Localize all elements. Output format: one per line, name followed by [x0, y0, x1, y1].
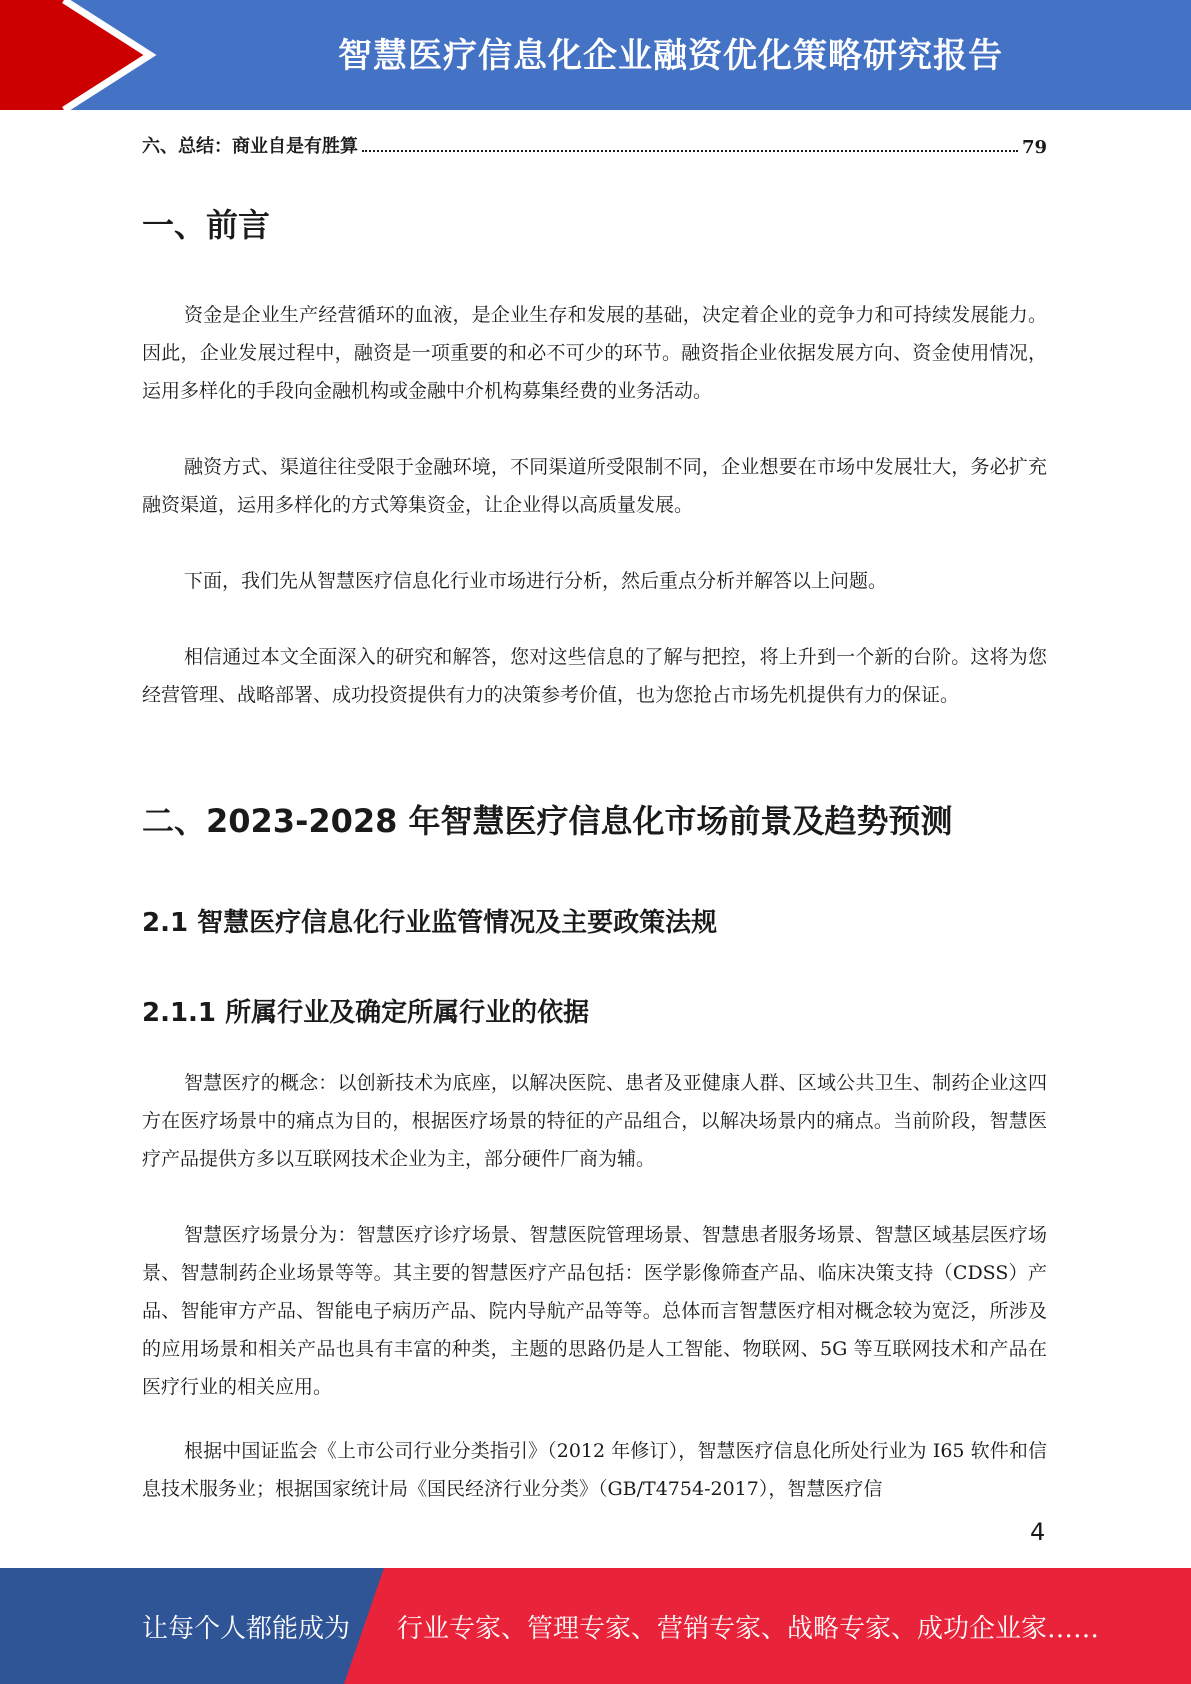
section-1-paragraph-1: 资金是企业生产经营循环的血液，是企业生存和发展的基础，决定着企业的竞争力和可持续发展能力。因此，企业发展过程中，融资是一项重要的和必不可少的环节。融资指企业依据发展方向、资金使用情况，运用多样化的手段向金融机构或金融中介机构募集经费的业务活动。: [142, 304, 1047, 402]
section-1-paragraph-4: 相信通过本文全面深入的研究和解答，您对这些信息的了解与把控，将上升到一个新的台阶。这将为您经营管理、战略部署、成功投资提供有力的决策参考价值，也为您抢占市场先机提供有力的保证。: [142, 646, 1047, 706]
section-2-1-1-paragraph-2: 智慧医疗场景分为：智慧医疗诊疗场景、智慧医院管理场景、智慧患者服务场景、智慧区域基层医疗场景、智慧制药企业场景等等。其主要的智慧医疗产品包括：医学影像筛查产品、临床决策支持（CDSS）产品、智能审方产品、智能电子病历产品、院内导航产品等等。总体而言智慧医疗相对概念较为宽泛，所涉及的应用场景和相关产品也具有丰富的种类，主题的思路仍是人工智能、物联网、5G 等互联网技术和产品在医疗行业的相关应用。: [142, 1224, 1047, 1398]
toc-leader-dots: [362, 150, 1018, 152]
section-2-1-heading: 2.1 智慧医疗信息化行业监管情况及主要政策法规: [142, 908, 718, 938]
header-title: 智慧医疗信息化企业融资优化策略研究报告: [338, 35, 1003, 76]
footer-slogan-right: 行业专家、管理专家、营销专家、战略专家、成功企业家……: [397, 1613, 1100, 1644]
section-2-1-1-paragraph-1: 智慧医疗的概念：以创新技术为底座，以解决医院、患者及亚健康人群、区域公共卫生、制药企业这四方在医疗场景中的痛点为目的，根据医疗场景的特征的产品组合，以解决场景内的痛点。当前阶段，智慧医疗产品提供方多以互联网技术企业为主，部分硬件厂商为辅。: [142, 1072, 1047, 1170]
section-1-paragraph-3: 下面，我们先从智慧医疗信息化行业市场进行分析，然后重点分析并解答以上问题。: [184, 570, 888, 592]
section-2-1-1-heading: 2.1.1 所属行业及确定所属行业的依据: [142, 998, 590, 1028]
toc-entry-page: 79: [1021, 137, 1047, 158]
section-1-paragraph-2: 融资方式、渠道往往受限于金融环境，不同渠道所受限制不同，企业想要在市场中发展壮大，务必扩充融资渠道，运用多样化的方式筹集资金，让企业得以高质量发展。: [142, 456, 1047, 516]
header-arrow-decoration: [0, 0, 160, 110]
toc-entry-label: 六、总结：商业自是有胜算: [142, 136, 358, 157]
toc-entry[interactable]: [142, 128, 1047, 158]
footer-slogan-left: 让每个人都能成为: [142, 1613, 351, 1644]
page-number: 4: [1030, 1518, 1046, 1546]
page-footer: [0, 1568, 1191, 1684]
page-header: [0, 0, 1191, 110]
section-2-heading: 二、2023-2028 年智慧医疗信息化市场前景及趋势预测: [142, 802, 953, 840]
section-2-1-1-paragraph-3: 根据中国证监会《上市公司行业分类指引》（2012 年修订），智慧医疗信息化所处行业为 I65 软件和信息技术服务业；根据国家统计局《国民经济行业分类》（GB/T4754-2017），智慧医疗信: [142, 1440, 1047, 1500]
section-1-heading: 一、前言: [142, 206, 271, 244]
